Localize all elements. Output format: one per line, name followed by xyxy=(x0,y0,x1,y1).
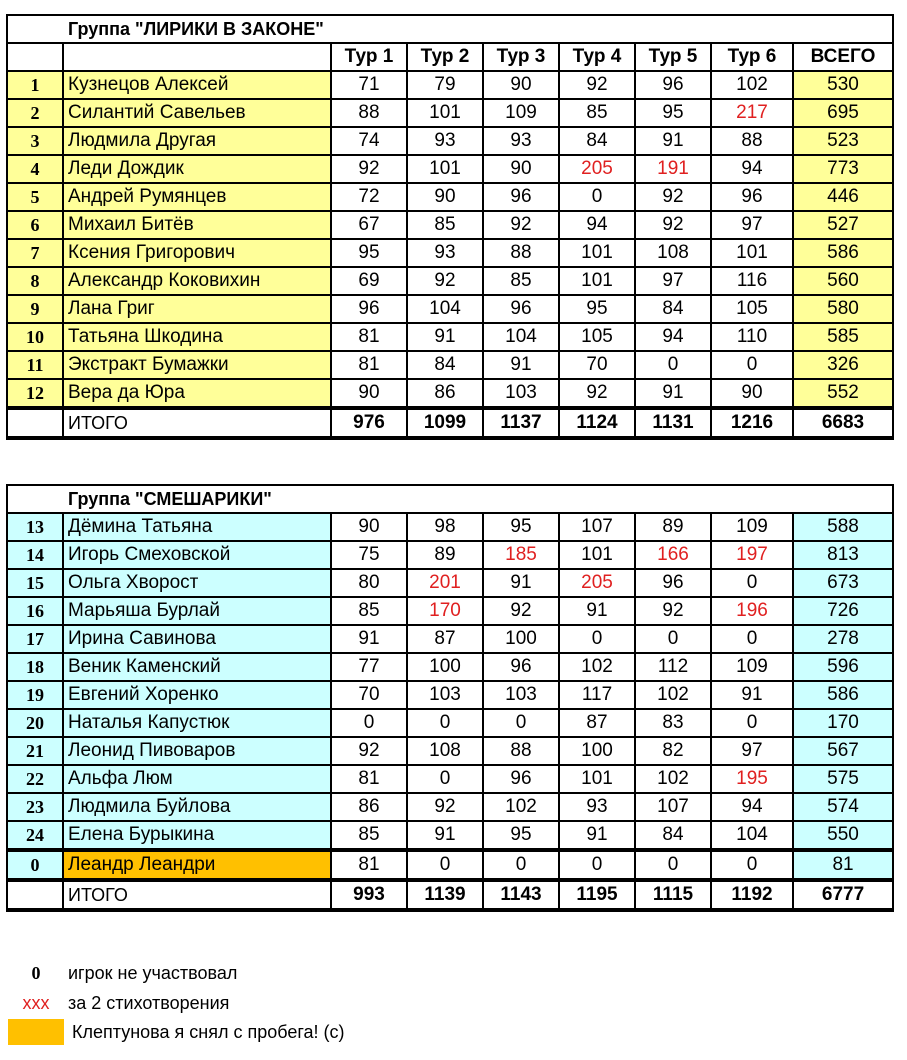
player-total: 552 xyxy=(793,379,893,408)
score-cell: 90 xyxy=(407,183,483,211)
score-cell: 101 xyxy=(559,267,635,295)
score-cell: 101 xyxy=(559,239,635,267)
total-score: 1216 xyxy=(711,408,793,438)
score-cell: 0 xyxy=(483,850,559,880)
player-name: Игорь Смеховской xyxy=(63,541,331,569)
score-cell: 104 xyxy=(711,821,793,850)
player-number: 17 xyxy=(7,625,63,653)
score-cell: 109 xyxy=(711,513,793,541)
table-row xyxy=(7,183,893,211)
score-cell: 96 xyxy=(483,653,559,681)
score-cell: 108 xyxy=(407,737,483,765)
total-score: 1137 xyxy=(483,408,559,438)
group-table-smeshariki xyxy=(6,484,894,912)
score-cell: 90 xyxy=(711,379,793,408)
score-cell: 75 xyxy=(331,541,407,569)
player-number: 20 xyxy=(7,709,63,737)
group-table-liriki xyxy=(6,14,894,440)
total-label: ИТОГО xyxy=(63,880,331,910)
table-row xyxy=(7,351,893,379)
table-row xyxy=(7,239,893,267)
legend-red xyxy=(8,988,229,1018)
table-row xyxy=(7,127,893,155)
score-cell: 92 xyxy=(407,267,483,295)
score-cell: 81 xyxy=(331,323,407,351)
score-cell: 96 xyxy=(635,569,711,597)
player-name: Александр Коковихин xyxy=(63,267,331,295)
player-name: Кузнецов Алексей xyxy=(63,71,331,99)
score-cell: 69 xyxy=(331,267,407,295)
score-cell: 96 xyxy=(483,765,559,793)
score-cell: 70 xyxy=(559,351,635,379)
score-cell: 100 xyxy=(483,625,559,653)
score-cell: 95 xyxy=(483,821,559,850)
table-row xyxy=(7,541,893,569)
score-cell: 0 xyxy=(559,850,635,880)
score-cell: 86 xyxy=(331,793,407,821)
total-score: 1099 xyxy=(407,408,483,438)
player-total: 813 xyxy=(793,541,893,569)
player-number: 5 xyxy=(7,183,63,211)
score-cell: 91 xyxy=(407,323,483,351)
player-name: Ирина Савинова xyxy=(63,625,331,653)
score-cell: 91 xyxy=(559,597,635,625)
player-total: 596 xyxy=(793,653,893,681)
score-cell: 217 xyxy=(711,99,793,127)
total-score: 1124 xyxy=(559,408,635,438)
score-cell: 87 xyxy=(407,625,483,653)
player-number: 18 xyxy=(7,653,63,681)
score-cell: 101 xyxy=(711,239,793,267)
player-name: Ольга Хворост xyxy=(63,569,331,597)
score-cell: 197 xyxy=(711,541,793,569)
player-total: 523 xyxy=(793,127,893,155)
score-cell: 96 xyxy=(483,295,559,323)
player-number: 15 xyxy=(7,569,63,597)
score-cell: 116 xyxy=(711,267,793,295)
score-cell: 0 xyxy=(711,351,793,379)
column-header: Тур 1 xyxy=(331,43,407,71)
score-cell: 95 xyxy=(331,239,407,267)
score-cell: 93 xyxy=(559,793,635,821)
group-title: Группа "СМЕШАРИКИ" xyxy=(7,485,893,513)
player-total: 575 xyxy=(793,765,893,793)
grand-total: 6777 xyxy=(793,880,893,910)
score-cell: 107 xyxy=(635,793,711,821)
player-name: Ксения Григорович xyxy=(63,239,331,267)
legend-orange-text: Клептунова я снял с пробега! (с) xyxy=(72,1021,345,1042)
score-cell: 103 xyxy=(483,681,559,709)
score-cell: 91 xyxy=(483,569,559,597)
score-cell: 84 xyxy=(635,295,711,323)
total-score: 1192 xyxy=(711,880,793,910)
player-number: 0 xyxy=(7,850,63,880)
table-row xyxy=(7,569,893,597)
player-total: 695 xyxy=(793,99,893,127)
score-cell: 98 xyxy=(407,513,483,541)
score-cell: 92 xyxy=(331,155,407,183)
player-total: 673 xyxy=(793,569,893,597)
score-cell: 91 xyxy=(483,351,559,379)
score-cell: 84 xyxy=(407,351,483,379)
score-cell: 89 xyxy=(407,541,483,569)
score-cell: 96 xyxy=(711,183,793,211)
score-cell: 101 xyxy=(559,765,635,793)
table-row xyxy=(7,597,893,625)
score-cell: 91 xyxy=(407,821,483,850)
player-name: Евгений Хоренко xyxy=(63,681,331,709)
score-cell: 101 xyxy=(407,155,483,183)
player-number: 23 xyxy=(7,793,63,821)
score-cell: 101 xyxy=(559,541,635,569)
score-cell: 102 xyxy=(635,765,711,793)
table-row xyxy=(7,850,893,880)
table-row xyxy=(7,793,893,821)
table-row xyxy=(7,681,893,709)
player-number: 21 xyxy=(7,737,63,765)
score-cell: 92 xyxy=(635,183,711,211)
score-cell: 85 xyxy=(407,211,483,239)
score-cell: 93 xyxy=(483,127,559,155)
player-total: 726 xyxy=(793,597,893,625)
score-cell: 102 xyxy=(483,793,559,821)
player-name: Леонид Пивоваров xyxy=(63,737,331,765)
player-total: 586 xyxy=(793,681,893,709)
score-cell: 0 xyxy=(559,625,635,653)
column-header: Тур 6 xyxy=(711,43,793,71)
score-cell: 94 xyxy=(635,323,711,351)
score-cell: 92 xyxy=(635,211,711,239)
player-total: 586 xyxy=(793,239,893,267)
legend-red-text: за 2 стихотворения xyxy=(68,992,230,1013)
score-cell: 89 xyxy=(635,513,711,541)
score-cell: 97 xyxy=(635,267,711,295)
score-cell: 0 xyxy=(635,625,711,653)
legend-orange xyxy=(8,1017,345,1047)
score-cell: 104 xyxy=(407,295,483,323)
score-cell: 166 xyxy=(635,541,711,569)
score-cell: 90 xyxy=(483,155,559,183)
player-number: 13 xyxy=(7,513,63,541)
player-number: 10 xyxy=(7,323,63,351)
score-cell: 91 xyxy=(711,681,793,709)
player-number: 7 xyxy=(7,239,63,267)
score-cell: 93 xyxy=(407,127,483,155)
player-total: 81 xyxy=(793,850,893,880)
score-cell: 90 xyxy=(331,513,407,541)
table-row xyxy=(7,653,893,681)
table-row xyxy=(7,709,893,737)
score-cell: 74 xyxy=(331,127,407,155)
legend-orange-swatch xyxy=(8,1019,64,1045)
score-cell: 92 xyxy=(559,71,635,99)
score-cell: 105 xyxy=(711,295,793,323)
score-cell: 110 xyxy=(711,323,793,351)
score-cell: 92 xyxy=(331,737,407,765)
player-number: 4 xyxy=(7,155,63,183)
player-name: Елена Бурыкина xyxy=(63,821,331,850)
score-cell: 77 xyxy=(331,653,407,681)
score-cell: 95 xyxy=(483,513,559,541)
score-cell: 81 xyxy=(331,765,407,793)
total-label: ИТОГО xyxy=(63,408,331,438)
table-row xyxy=(7,323,893,351)
header-name xyxy=(63,43,331,71)
score-cell: 0 xyxy=(407,850,483,880)
score-cell: 0 xyxy=(711,709,793,737)
column-header: Тур 5 xyxy=(635,43,711,71)
player-number: 22 xyxy=(7,765,63,793)
player-number: 6 xyxy=(7,211,63,239)
column-header: ВСЕГО xyxy=(793,43,893,71)
legend-zero-text: игрок не участвовал xyxy=(68,962,238,983)
player-total: 278 xyxy=(793,625,893,653)
table-row xyxy=(7,267,893,295)
score-cell: 97 xyxy=(711,737,793,765)
player-total: 585 xyxy=(793,323,893,351)
score-cell: 0 xyxy=(407,765,483,793)
player-name: Лана Григ xyxy=(63,295,331,323)
player-name: Людмила Буйлова xyxy=(63,793,331,821)
total-row xyxy=(7,880,893,910)
score-cell: 195 xyxy=(711,765,793,793)
header-row xyxy=(7,43,893,71)
legend-zero xyxy=(8,958,237,988)
score-cell: 91 xyxy=(559,821,635,850)
score-cell: 112 xyxy=(635,653,711,681)
table-row xyxy=(7,765,893,793)
player-number: 12 xyxy=(7,379,63,408)
score-cell: 90 xyxy=(331,379,407,408)
player-number: 8 xyxy=(7,267,63,295)
score-cell: 84 xyxy=(635,821,711,850)
player-name: Веник Каменский xyxy=(63,653,331,681)
player-name: Леди Дождик xyxy=(63,155,331,183)
table-row xyxy=(7,295,893,323)
player-number: 11 xyxy=(7,351,63,379)
score-cell: 85 xyxy=(559,99,635,127)
player-total: 446 xyxy=(793,183,893,211)
total-score: 1131 xyxy=(635,408,711,438)
score-cell: 90 xyxy=(483,71,559,99)
player-name: Марьяша Бурлай xyxy=(63,597,331,625)
player-name: Силантий Савельев xyxy=(63,99,331,127)
score-cell: 201 xyxy=(407,569,483,597)
score-cell: 96 xyxy=(635,71,711,99)
score-cell: 95 xyxy=(559,295,635,323)
score-cell: 0 xyxy=(711,850,793,880)
score-cell: 80 xyxy=(331,569,407,597)
score-cell: 91 xyxy=(635,379,711,408)
score-cell: 104 xyxy=(483,323,559,351)
score-cell: 102 xyxy=(711,71,793,99)
player-total: 170 xyxy=(793,709,893,737)
score-cell: 109 xyxy=(483,99,559,127)
total-score: 1139 xyxy=(407,880,483,910)
score-cell: 85 xyxy=(331,597,407,625)
score-cell: 205 xyxy=(559,155,635,183)
header-num xyxy=(7,43,63,71)
score-cell: 88 xyxy=(711,127,793,155)
total-num xyxy=(7,408,63,438)
score-cell: 94 xyxy=(711,155,793,183)
score-cell: 0 xyxy=(407,709,483,737)
score-cell: 71 xyxy=(331,71,407,99)
player-name: Татьяна Шкодина xyxy=(63,323,331,351)
table-row xyxy=(7,71,893,99)
score-cell: 108 xyxy=(635,239,711,267)
score-cell: 92 xyxy=(483,211,559,239)
player-name: Михаил Битёв xyxy=(63,211,331,239)
total-score: 1143 xyxy=(483,880,559,910)
score-cell: 0 xyxy=(483,709,559,737)
score-cell: 91 xyxy=(331,625,407,653)
score-cell: 0 xyxy=(711,625,793,653)
table-row xyxy=(7,737,893,765)
score-cell: 103 xyxy=(483,379,559,408)
player-name: Экстракт Бумажки xyxy=(63,351,331,379)
score-cell: 170 xyxy=(407,597,483,625)
score-cell: 82 xyxy=(635,737,711,765)
score-cell: 81 xyxy=(331,351,407,379)
table-row xyxy=(7,155,893,183)
player-name: Андрей Румянцев xyxy=(63,183,331,211)
score-cell: 97 xyxy=(711,211,793,239)
score-cell: 88 xyxy=(331,99,407,127)
score-cell: 100 xyxy=(559,737,635,765)
table-row xyxy=(7,99,893,127)
score-cell: 0 xyxy=(711,569,793,597)
table-row xyxy=(7,625,893,653)
column-header: Тур 4 xyxy=(559,43,635,71)
total-score: 993 xyxy=(331,880,407,910)
score-cell: 96 xyxy=(331,295,407,323)
player-name: Дёмина Татьяна xyxy=(63,513,331,541)
score-cell: 185 xyxy=(483,541,559,569)
score-cell: 92 xyxy=(407,793,483,821)
player-name: Наталья Капустюк xyxy=(63,709,331,737)
score-cell: 205 xyxy=(559,569,635,597)
score-cell: 67 xyxy=(331,211,407,239)
score-cell: 109 xyxy=(711,653,793,681)
score-cell: 102 xyxy=(635,681,711,709)
table-row xyxy=(7,821,893,850)
score-cell: 79 xyxy=(407,71,483,99)
player-number: 2 xyxy=(7,99,63,127)
score-cell: 83 xyxy=(635,709,711,737)
score-cell: 91 xyxy=(635,127,711,155)
score-cell: 0 xyxy=(559,183,635,211)
player-total: 527 xyxy=(793,211,893,239)
column-header: Тур 2 xyxy=(407,43,483,71)
group-title-row xyxy=(7,15,893,43)
score-cell: 85 xyxy=(483,267,559,295)
column-header: Тур 3 xyxy=(483,43,559,71)
player-number: 14 xyxy=(7,541,63,569)
player-name: Вера да Юра xyxy=(63,379,331,408)
score-cell: 93 xyxy=(407,239,483,267)
player-total: 326 xyxy=(793,351,893,379)
total-score: 1195 xyxy=(559,880,635,910)
score-cell: 88 xyxy=(483,737,559,765)
score-cell: 0 xyxy=(331,709,407,737)
total-row xyxy=(7,408,893,438)
table-row xyxy=(7,513,893,541)
player-total: 560 xyxy=(793,267,893,295)
player-name: Альфа Люм xyxy=(63,765,331,793)
score-cell: 102 xyxy=(559,653,635,681)
player-name: Леандр Леандри xyxy=(63,850,331,880)
score-cell: 88 xyxy=(483,239,559,267)
total-score: 976 xyxy=(331,408,407,438)
score-cell: 100 xyxy=(407,653,483,681)
score-cell: 87 xyxy=(559,709,635,737)
score-cell: 95 xyxy=(635,99,711,127)
score-cell: 94 xyxy=(559,211,635,239)
total-score: 1115 xyxy=(635,880,711,910)
table-row xyxy=(7,379,893,408)
player-total: 574 xyxy=(793,793,893,821)
score-cell: 103 xyxy=(407,681,483,709)
player-total: 773 xyxy=(793,155,893,183)
score-cell: 107 xyxy=(559,513,635,541)
score-cell: 191 xyxy=(635,155,711,183)
score-cell: 196 xyxy=(711,597,793,625)
player-number: 24 xyxy=(7,821,63,850)
legend-zero-mark: 0 xyxy=(31,962,41,983)
player-number: 1 xyxy=(7,71,63,99)
score-cell: 94 xyxy=(711,793,793,821)
player-number: 19 xyxy=(7,681,63,709)
player-total: 550 xyxy=(793,821,893,850)
score-cell: 117 xyxy=(559,681,635,709)
score-cell: 92 xyxy=(483,597,559,625)
total-num xyxy=(7,880,63,910)
score-cell: 84 xyxy=(559,127,635,155)
table-row xyxy=(7,211,893,239)
score-cell: 81 xyxy=(331,850,407,880)
score-cell: 85 xyxy=(331,821,407,850)
score-cell: 70 xyxy=(331,681,407,709)
score-cell: 105 xyxy=(559,323,635,351)
player-number: 3 xyxy=(7,127,63,155)
score-cell: 72 xyxy=(331,183,407,211)
score-cell: 86 xyxy=(407,379,483,408)
group-title: Группа "ЛИРИКИ В ЗАКОНЕ" xyxy=(7,15,893,43)
player-total: 567 xyxy=(793,737,893,765)
player-name: Людмила Другая xyxy=(63,127,331,155)
score-cell: 96 xyxy=(483,183,559,211)
player-number: 9 xyxy=(7,295,63,323)
player-total: 588 xyxy=(793,513,893,541)
score-cell: 0 xyxy=(635,850,711,880)
score-cell: 101 xyxy=(407,99,483,127)
score-cell: 92 xyxy=(635,597,711,625)
group-title-row xyxy=(7,485,893,513)
grand-total: 6683 xyxy=(793,408,893,438)
player-number: 16 xyxy=(7,597,63,625)
score-cell: 0 xyxy=(635,351,711,379)
player-total: 530 xyxy=(793,71,893,99)
player-total: 580 xyxy=(793,295,893,323)
legend-red-mark: xxx xyxy=(22,992,50,1013)
score-cell: 92 xyxy=(559,379,635,408)
